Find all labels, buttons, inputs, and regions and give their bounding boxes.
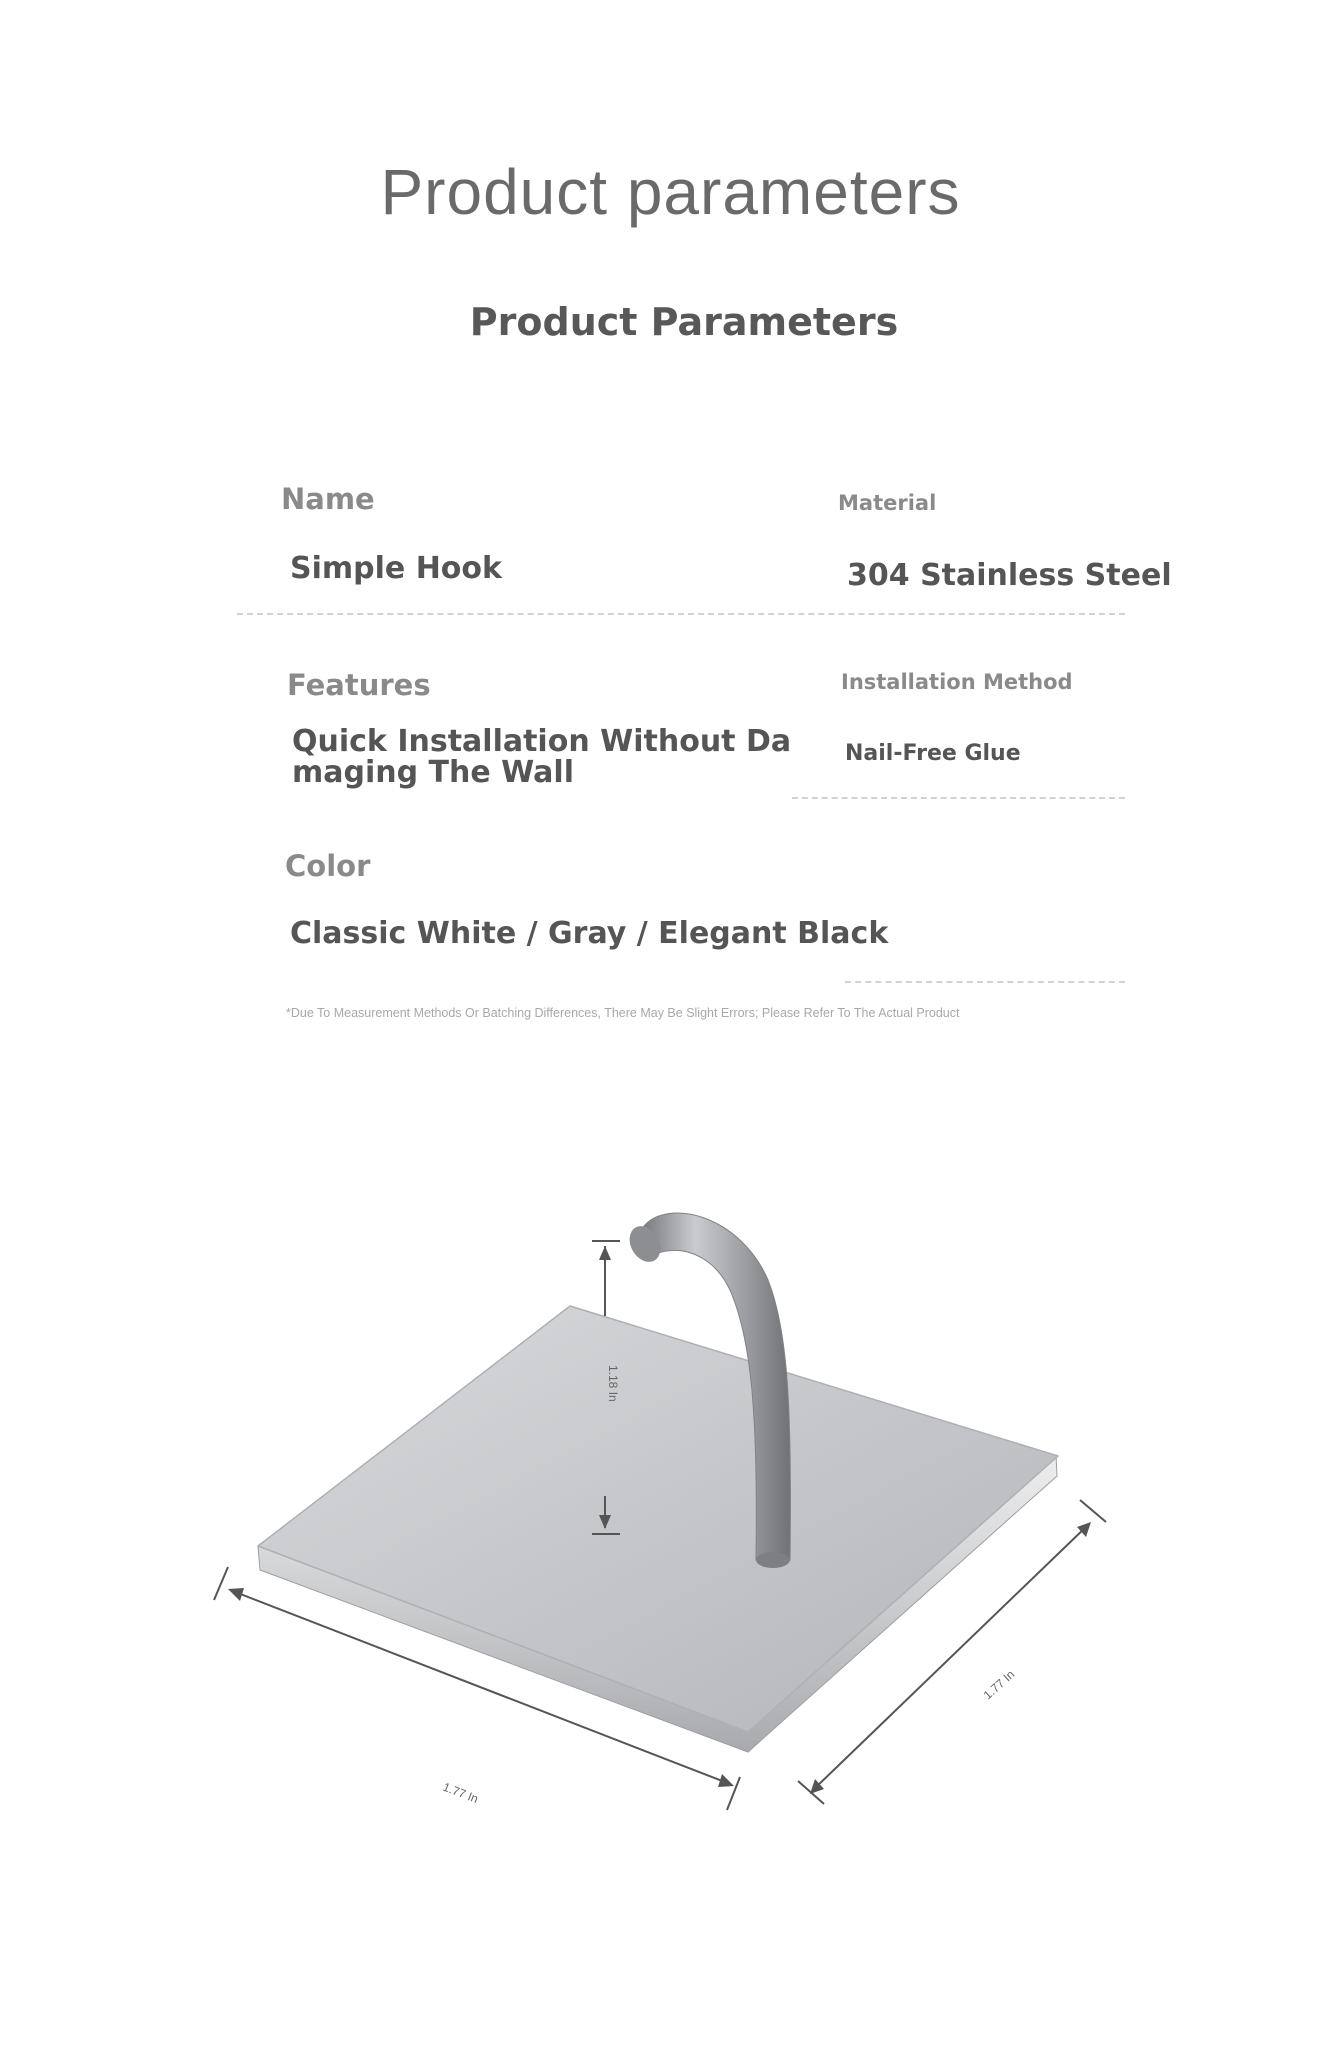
installation-value: Nail-Free Glue — [845, 741, 1021, 766]
color-label: Color — [285, 849, 371, 883]
height-label: 1.18 In — [606, 1365, 620, 1402]
installation-label: Installation Method — [841, 670, 1073, 694]
color-value: Classic White / Gray / Elegant Black — [290, 916, 889, 951]
features-value-line2: maging The Wall — [292, 755, 574, 790]
material-value: 304 Stainless Steel — [847, 558, 1172, 593]
name-label: Name — [281, 482, 375, 516]
features-label: Features — [287, 668, 431, 702]
depth-label: 1.77 In — [980, 1667, 1018, 1703]
row-divider — [237, 613, 1125, 615]
width-label: 1.77 In — [440, 1779, 481, 1806]
measurement-note: *Due To Measurement Methods Or Batching Differences, There May Be Slight Errors; Please Refer To The Actual Product — [286, 1006, 960, 1020]
material-label: Material — [838, 491, 937, 515]
page-title: Product parameters — [380, 156, 961, 228]
section-title: Product Parameters — [469, 300, 899, 344]
hook-plate — [258, 1306, 1058, 1752]
row-divider — [792, 797, 1125, 799]
hook-product-image — [200, 1160, 1150, 1860]
row-divider — [845, 981, 1125, 983]
name-value: Simple Hook — [290, 551, 502, 586]
features-value-line1: Quick Installation Without Da — [292, 724, 792, 759]
